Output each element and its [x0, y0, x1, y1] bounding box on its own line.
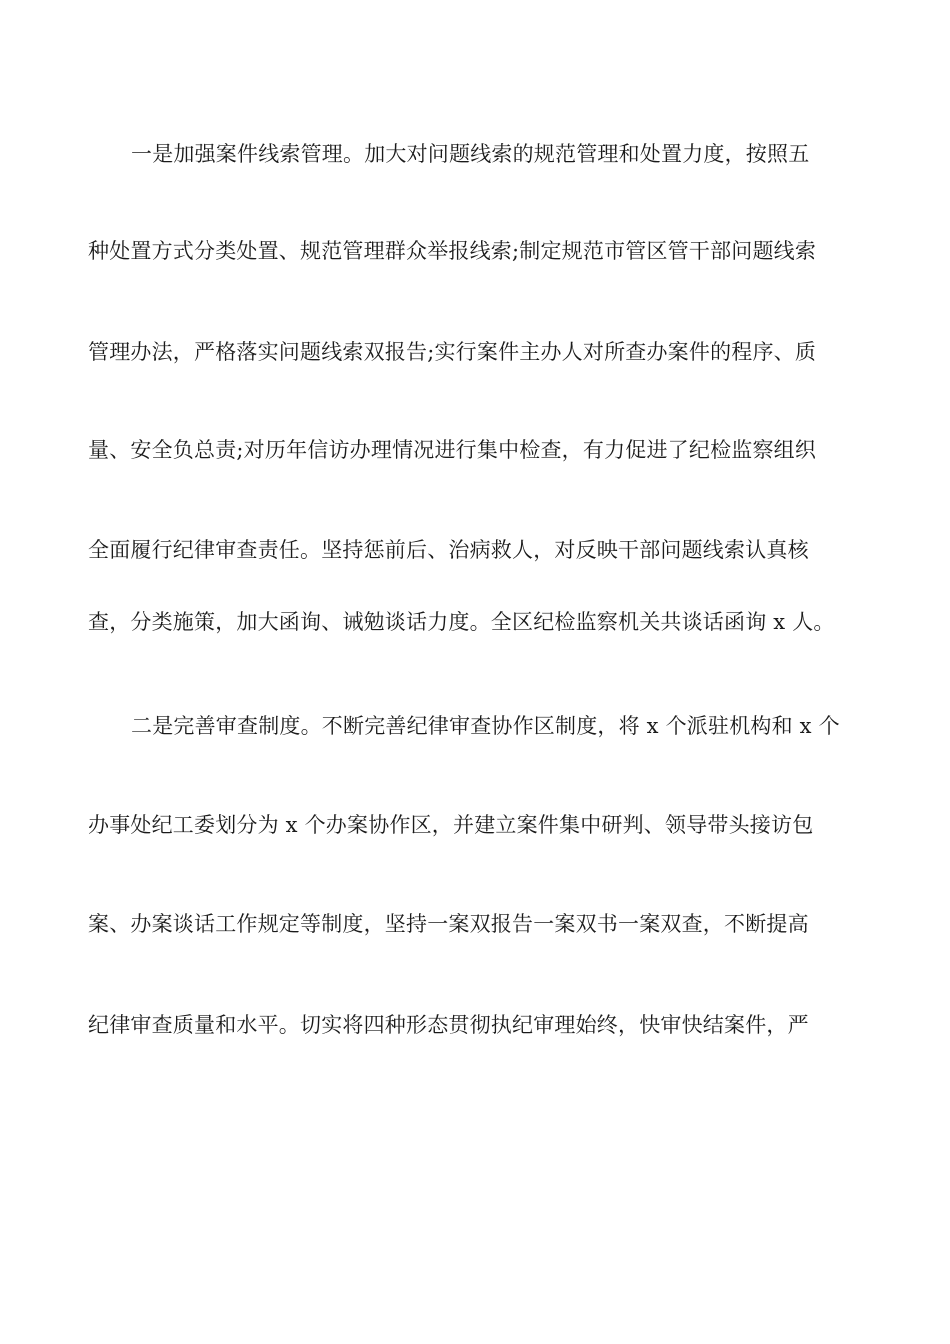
paragraph-line: 纪律审查质量和水平。切实将四种形态贯彻执纪审理始终，快审快结案件，严: [88, 1013, 809, 1037]
paragraph-line: 办事处纪工委划分为 x 个办案协作区，并建立案件集中研判、领导带头接访包: [88, 813, 814, 837]
paragraph-line: 种处置方式分类处置、规范管理群众举报线索;制定规范市管区管干部问题线索: [88, 239, 817, 263]
paragraph-line: 全面履行纪律审查责任。坚持惩前后、治病救人，对反映干部问题线索认真核: [88, 538, 809, 562]
paragraph-line: 案、办案谈话工作规定等制度，坚持一案双报告一案双书一案双查，不断提高: [88, 912, 809, 936]
paragraph-line: 一是加强案件线索管理。加大对问题线索的规范管理和处置力度，按照五: [131, 142, 810, 166]
paragraph-line: 查，分类施策，加大函询、诫勉谈话力度。全区纪检监察机关共谈话函询 x 人。: [88, 610, 835, 634]
paragraph-line: 管理办法，严格落实问题线索双报告;实行案件主办人对所查办案件的程序、质: [88, 340, 817, 364]
paragraph-line: 量、安全负总责;对历年信访办理情况进行集中检查，有力促进了纪检监察组织: [88, 438, 817, 462]
paragraph-line: 二是完善审查制度。不断完善纪律审查协作区制度，将 x 个派驻机构和 x 个: [131, 714, 840, 738]
